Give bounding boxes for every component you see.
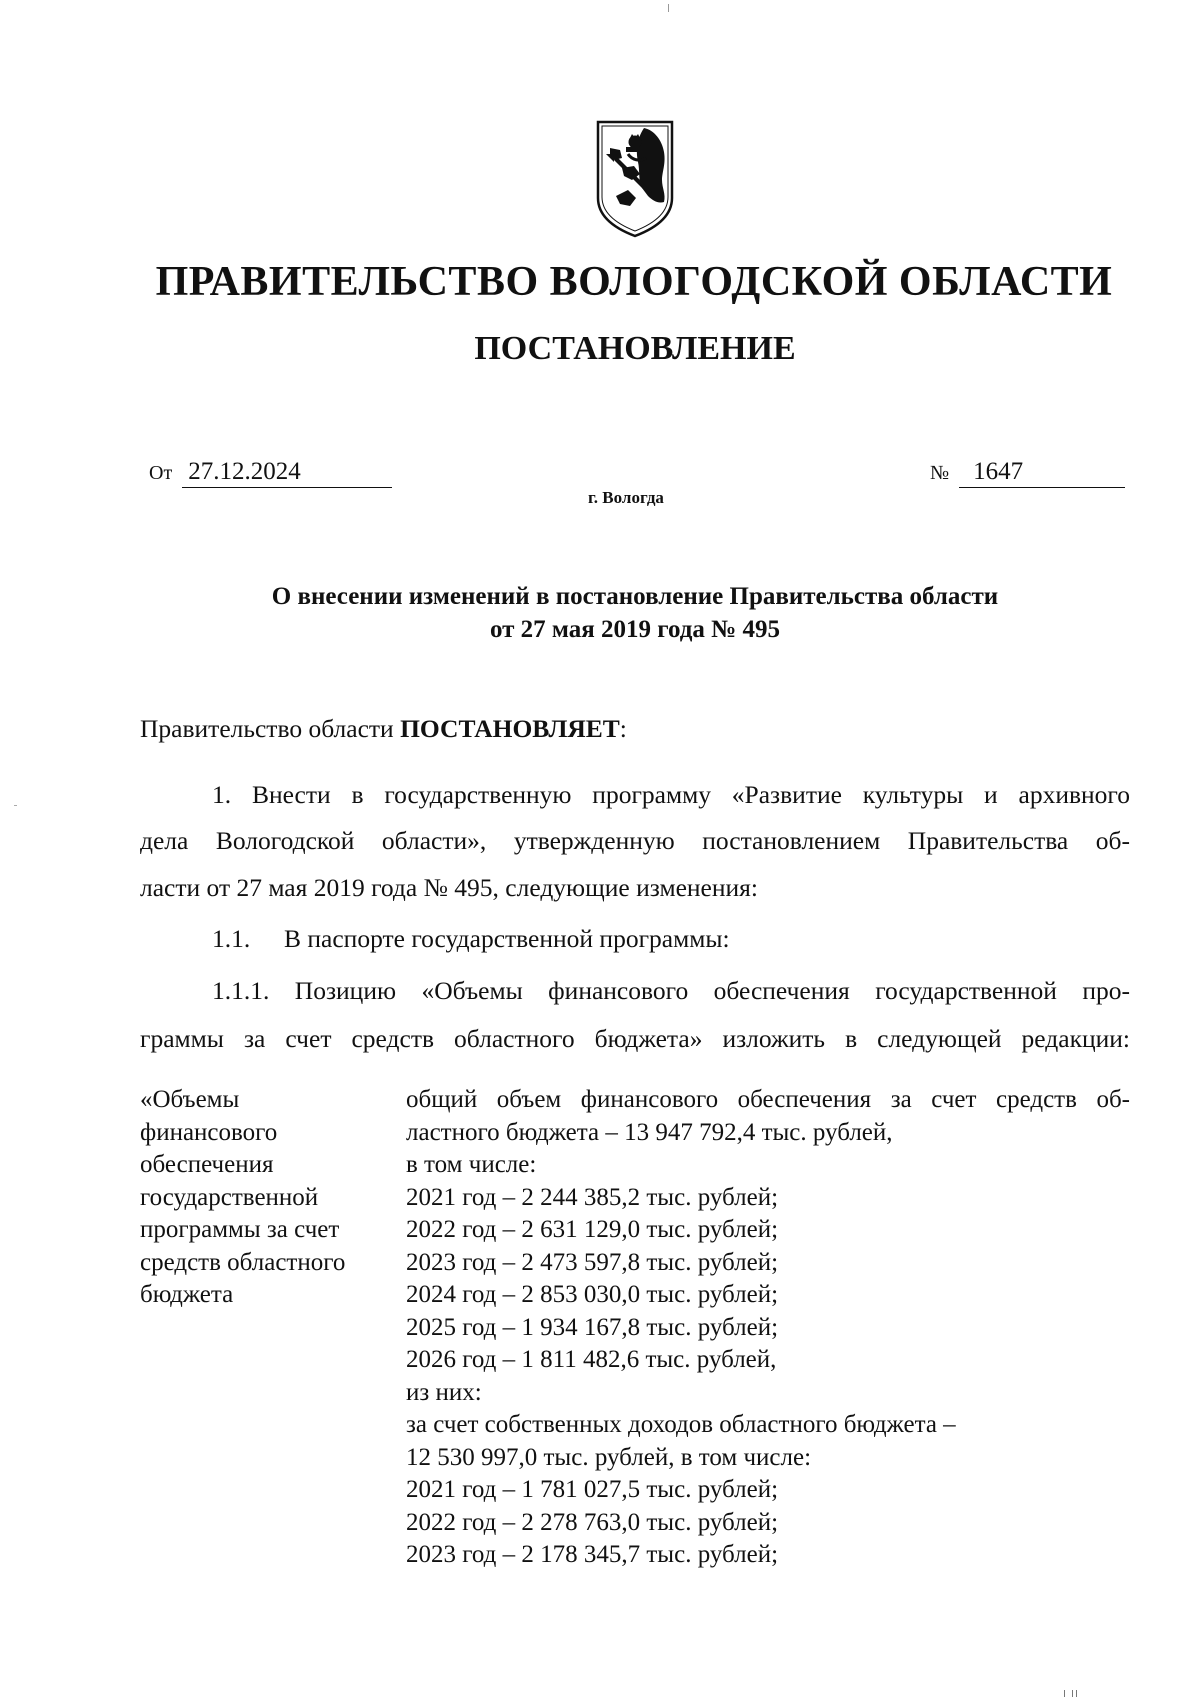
finance-label-line: государственной xyxy=(140,1183,319,1211)
finance-value-line: ластного бюджета – 13 947 792,4 тыс. рублей, xyxy=(406,1118,893,1146)
finance-label-line: средств областного xyxy=(140,1248,346,1276)
scan-mark xyxy=(668,4,669,12)
paragraph-1-line: дела Вологодской области», утвержденную постановлением Правительства об- xyxy=(140,826,1130,855)
document-subject xyxy=(0,580,1200,646)
scan-mark xyxy=(1064,1690,1086,1697)
finance-value-line: 2022 год – 2 278 763,0 тыс. рублей; xyxy=(406,1508,779,1536)
city: г. Вологда xyxy=(588,488,664,507)
number-prefix: № xyxy=(930,462,950,484)
date-value: 27.12.2024 xyxy=(182,458,392,488)
finance-value-line: 2023 год – 2 473 597,8 тыс. рублей; xyxy=(406,1248,779,1276)
finance-value-line: общий объем финансового обеспечения за счет средств об- xyxy=(406,1086,1130,1113)
paragraph-text: В паспорте государственной программы: xyxy=(284,924,730,953)
paragraph-1-line: ласти от 27 мая 2019 года № 495, следующие изменения: xyxy=(140,873,758,902)
finance-value-line: из них: xyxy=(406,1378,482,1406)
finance-label-line: обеспечения xyxy=(140,1151,274,1178)
finance-value-line: 2026 год – 1 811 482,6 тыс. рублей, xyxy=(406,1346,777,1373)
finance-value-line: 2021 год – 1 781 027,5 тыс. рублей; xyxy=(406,1476,779,1503)
finance-label-line: программы за счет xyxy=(140,1216,340,1243)
number-value: 1647 xyxy=(959,458,1125,488)
document-date xyxy=(149,458,392,488)
finance-value-line: в том числе: xyxy=(406,1151,537,1178)
finance-value-line: 2023 год – 2 178 345,7 тыс. рублей; xyxy=(406,1541,779,1568)
finance-label-line: бюджета xyxy=(140,1281,234,1308)
finance-value-line: 2024 год – 2 853 030,0 тыс. рублей; xyxy=(406,1281,779,1308)
finance-label-line: финансового xyxy=(140,1118,278,1146)
finance-value-line: 2025 год – 1 934 167,8 тыс. рублей; xyxy=(406,1313,779,1341)
finance-value-line: за счет собственных доходов областного бюджета – xyxy=(406,1411,956,1438)
paragraph-1-1 xyxy=(212,924,1200,954)
finance-value-line: 2021 год – 2 244 385,2 тыс. рублей; xyxy=(406,1183,779,1211)
finance-value-line: 12 530 997,0 тыс. рублей, в том числе: xyxy=(406,1443,812,1471)
finance-label xyxy=(140,1084,390,1312)
resolves-tail: : xyxy=(619,714,627,743)
paragraph-number: 1.1. xyxy=(212,924,251,953)
coat-of-arms-icon xyxy=(592,118,678,240)
document-type-title: ПОСТАНОВЛЕНИЕ xyxy=(474,330,796,367)
resolves-lead: Правительство области xyxy=(140,714,401,743)
finance-values xyxy=(406,1084,1130,1572)
paragraph-1-1-1-line: 1.1.1. Позицию «Объемы финансового обеспечения государственной про- xyxy=(212,976,1130,1005)
finance-value-line: 2022 год – 2 631 129,0 тыс. рублей; xyxy=(406,1216,779,1243)
paragraph-1-line: 1. Внести в государственную программу «Развитие культуры и архивного xyxy=(212,780,1130,809)
subject-line: от 27 мая 2019 года № 495 xyxy=(489,616,781,643)
paragraph-1-1-1-line: граммы за счет средств областного бюджета» изложить в следующей редакции: xyxy=(140,1024,1130,1053)
subject-line: О внесении изменений в постановление Правительства области xyxy=(271,583,999,610)
date-prefix: От xyxy=(149,462,173,484)
document-number xyxy=(930,458,1125,488)
resolves-line xyxy=(140,714,1130,744)
government-title: ПРАВИТЕЛЬСТВО ВОЛОГОДСКОЙ ОБЛАСТИ xyxy=(155,259,1113,305)
scan-mark xyxy=(14,805,17,806)
finance-label-line: «Объемы xyxy=(140,1086,240,1113)
resolves-keyword: ПОСТАНОВЛЯЕТ xyxy=(400,714,620,743)
